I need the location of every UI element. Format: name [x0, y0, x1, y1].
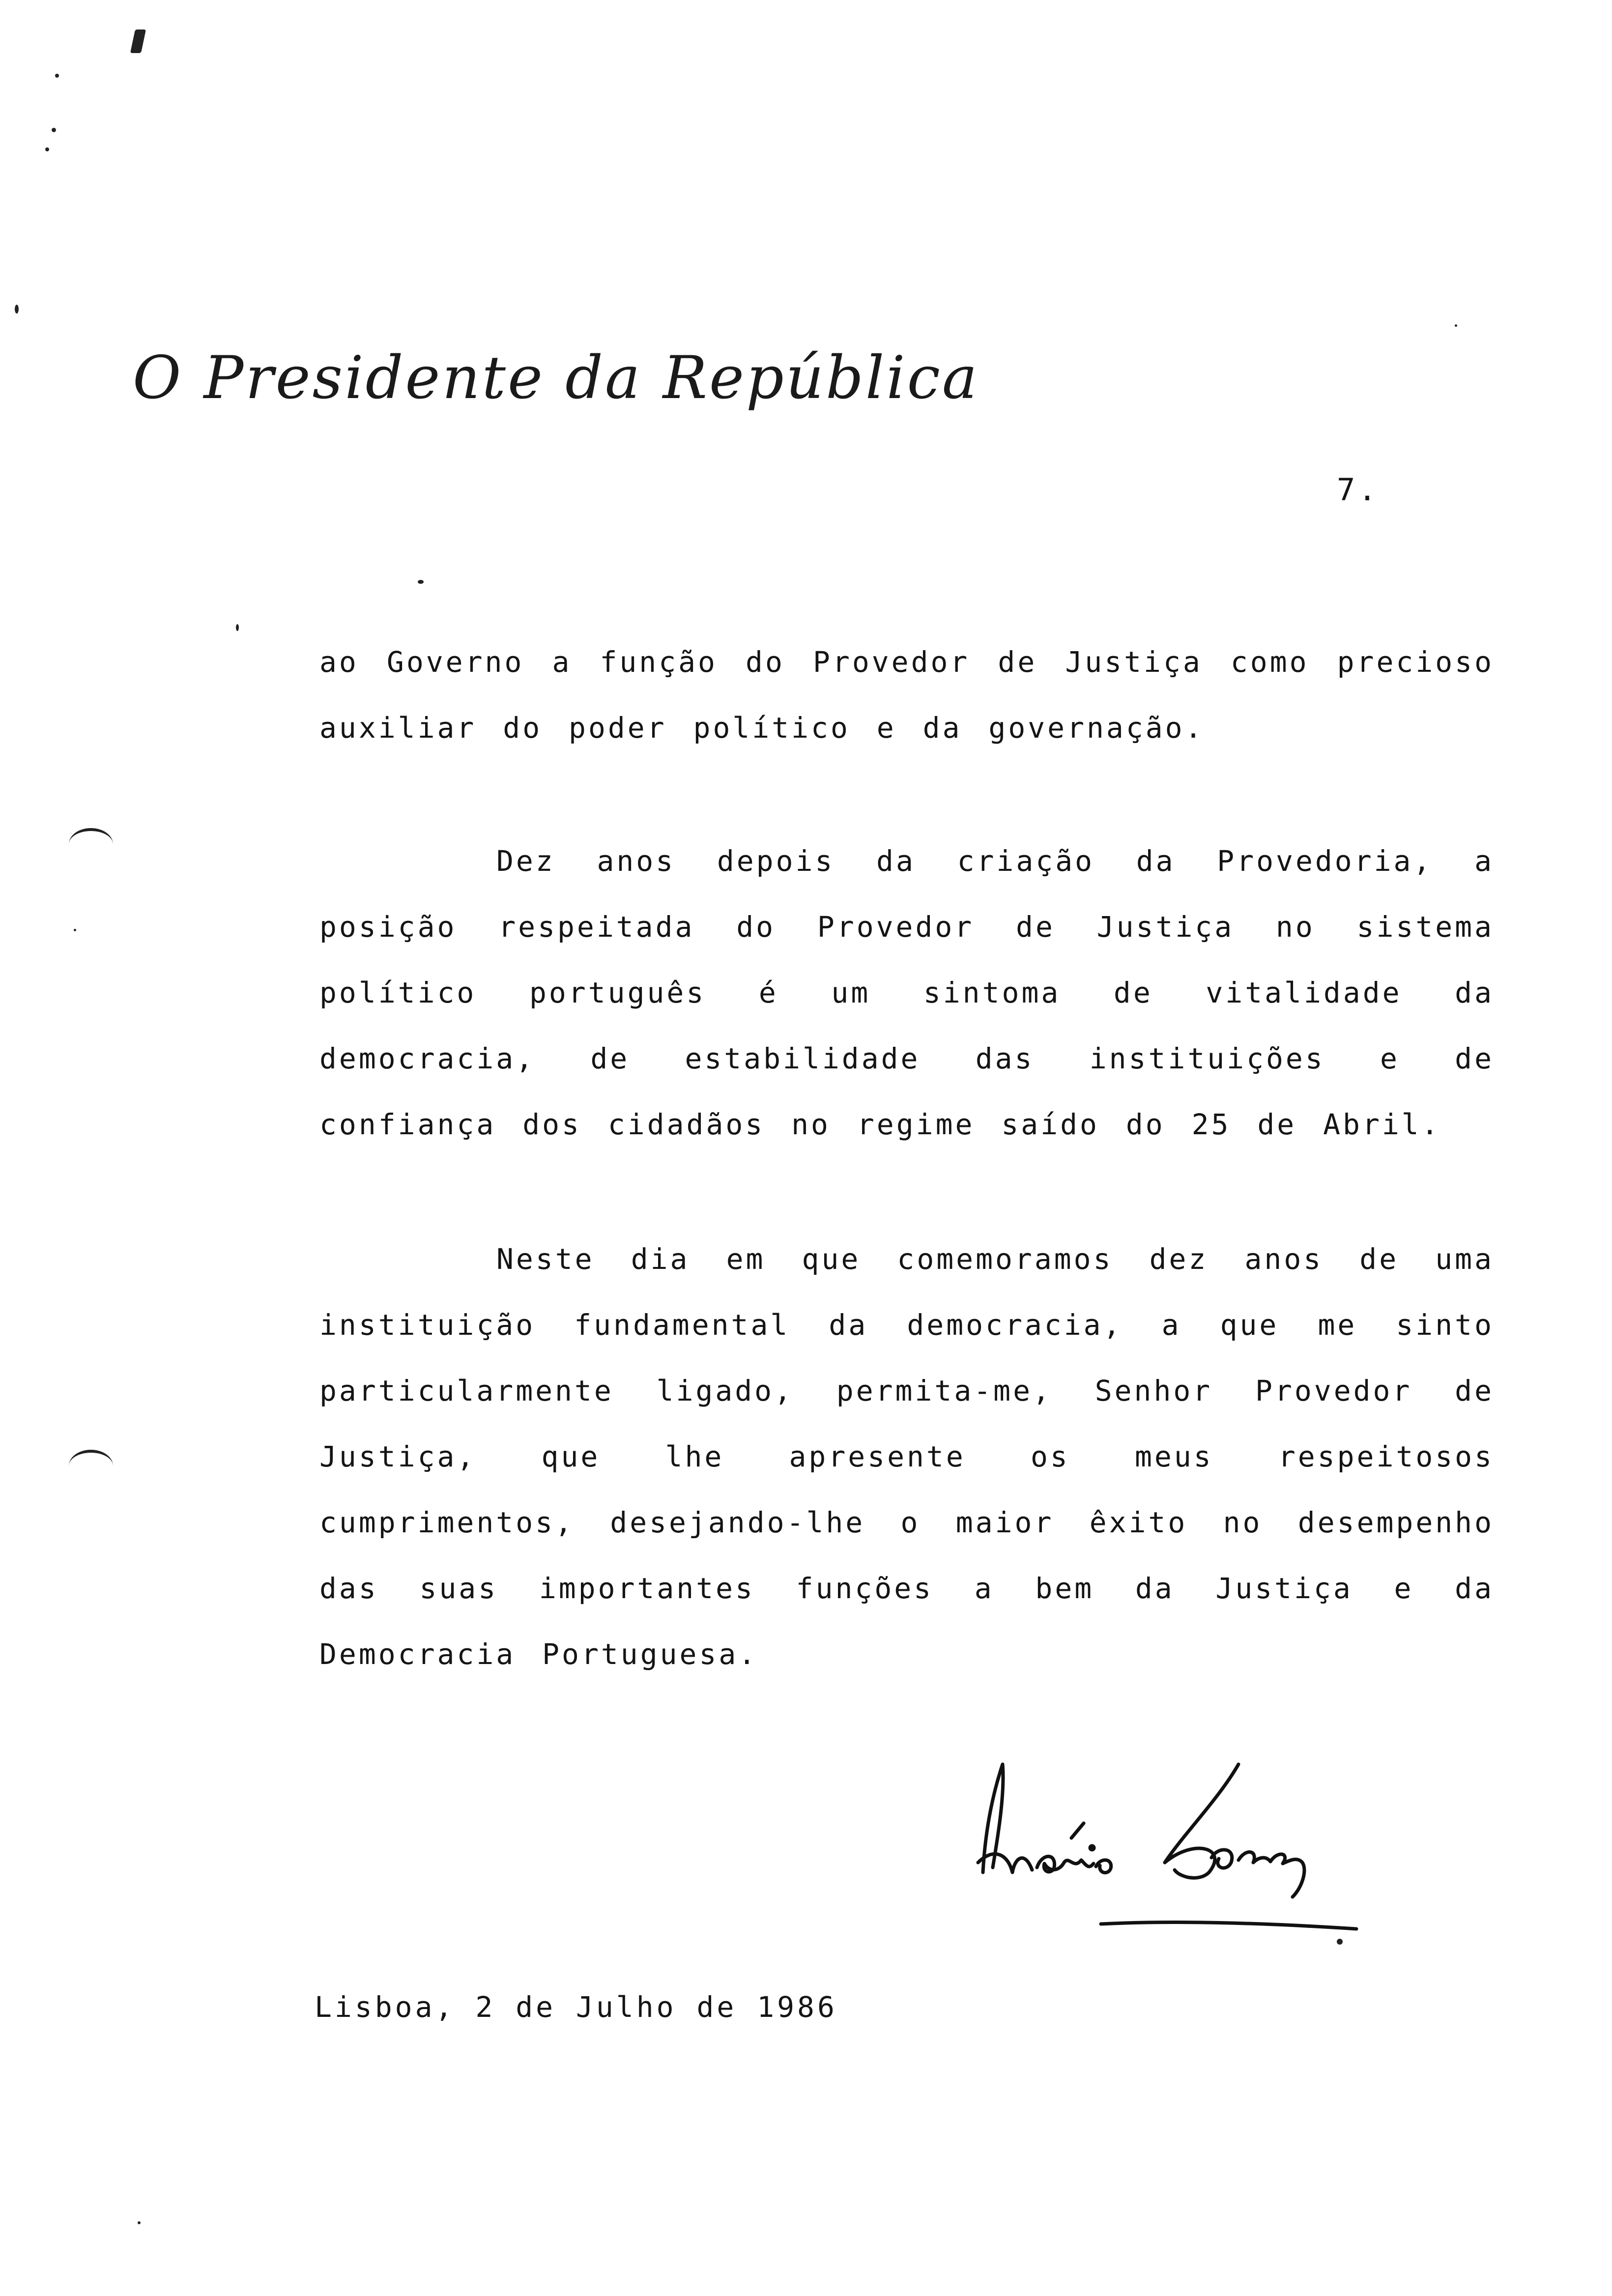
page-number: 7.	[1337, 472, 1380, 508]
paragraph-1: ao Governo a função do Provedor de Justiça como precioso auxiliar do poder político e da governação.	[319, 645, 1494, 745]
paragraph-2: Dez anos depois da criação da Provedoria, a posição respeitada do Provedor de Justiça no sistema político português é um sintoma de vitalidade da democracia, de estabilidade das instituições e de confiança dos cidadãos no regime saído do 25 de Abril.	[319, 844, 1494, 1141]
scan-arc	[69, 828, 113, 861]
signature	[963, 1750, 1366, 1956]
scan-speck	[52, 128, 56, 132]
scan-speck	[418, 580, 424, 584]
scan-mark	[130, 29, 146, 53]
letterhead: O Presidente da República	[133, 344, 979, 412]
scan-speck	[55, 74, 59, 78]
place-date: Lisboa, 2 de Julho de 1986	[315, 1990, 837, 2024]
scan-speck	[45, 147, 49, 151]
scan-speck	[74, 929, 76, 931]
scan-speck	[138, 2221, 141, 2224]
scan-speck	[15, 305, 19, 314]
paragraph-3: Neste dia em que comemoramos dez anos de uma instituição fundamental da democracia, a que me sinto particularmente ligado, permita-me, Senhor Provedor de Justiça, que lhe apresente os meus respeitosos cumprimentos, desejando-lhe o maior êxito no desempenho das suas importantes funções a bem da Justiça e da Democracia Portuguesa.	[319, 1242, 1494, 1671]
scan-speck	[236, 624, 239, 631]
scan-speck	[1455, 324, 1457, 327]
scan-arc	[69, 1450, 113, 1482]
